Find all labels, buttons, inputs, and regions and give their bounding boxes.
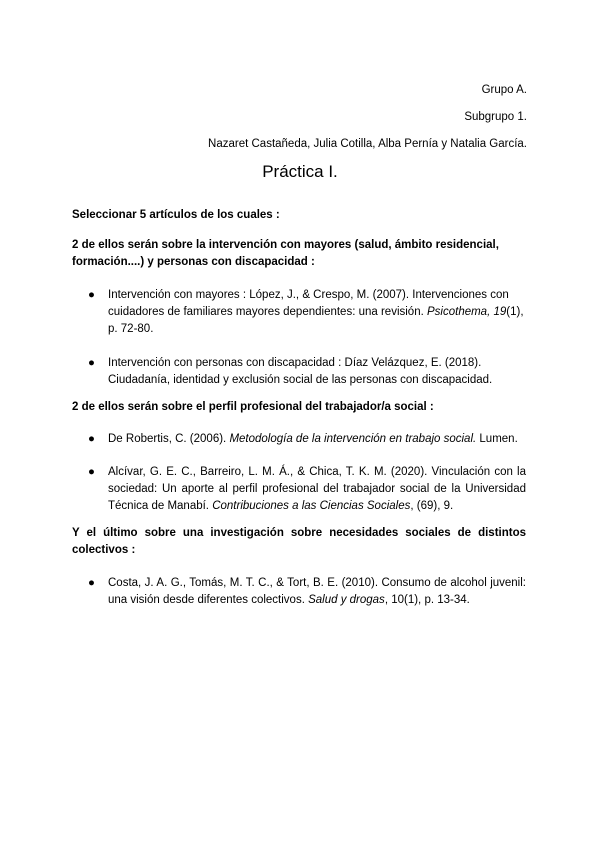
reference-text: , 10(1), p. 13-34. bbox=[384, 594, 470, 606]
reference-text: Lumen. bbox=[476, 433, 518, 445]
section1-list bbox=[72, 287, 526, 389]
reference-text: Intervención con mayores : López, J., & Crespo, M. (2007). Intervenciones con cuidadores de familiares mayores dependientes: una revisión. bbox=[108, 289, 509, 318]
section3-list bbox=[72, 575, 526, 609]
document-body bbox=[72, 207, 526, 609]
page-title: Práctica I. bbox=[262, 162, 338, 181]
section2-list bbox=[72, 431, 526, 515]
reference-italic: Contribuciones a las Ciencias Sociales bbox=[212, 500, 411, 512]
list-item bbox=[72, 575, 526, 609]
section2-heading: 2 de ellos serán sobre el perfil profesional del trabajador/a social : bbox=[72, 401, 434, 413]
bullet-icon: ● bbox=[88, 289, 95, 301]
reference-italic: Metodología de la intervención en trabajo social. bbox=[229, 433, 477, 445]
reference-text: Costa, J. A. G., Tomás, M. T. C., & Tort, B. E. (2010). Consumo de alcohol juvenil: una visión desde diferentes colectivos. bbox=[108, 577, 526, 606]
intro-heading: Seleccionar 5 artículos de los cuales : bbox=[72, 209, 280, 221]
section3-heading: Y el último sobre una investigación sobre necesidades sociales de distintos colectivos : bbox=[72, 527, 526, 556]
bullet-icon: ● bbox=[88, 433, 95, 445]
reference-text: Alcívar, G. E. C., Barreiro, L. M. Á., & Chica, T. K. M. (2020). Vinculación con la sociedad: Un aporte al perfil profesional del trabajador social de la Universidad Técnica de Manabí. bbox=[108, 466, 526, 512]
bullet-icon: ● bbox=[88, 577, 95, 589]
authors-line: Nazaret Castañeda, Julia Cotilla, Alba Pernía y Natalia García. bbox=[208, 138, 527, 150]
list-item bbox=[72, 431, 526, 448]
bullet-icon: ● bbox=[88, 357, 95, 369]
reference-text: De Robertis, C. (2006). bbox=[108, 433, 230, 445]
list-item bbox=[72, 287, 526, 338]
list-item bbox=[72, 464, 526, 515]
list-item bbox=[72, 355, 526, 389]
reference-text: (1), p. 72-80. bbox=[108, 306, 524, 335]
reference-text: , (69), 9. bbox=[410, 500, 454, 512]
group-label: Grupo A. bbox=[481, 84, 527, 96]
bullet-icon: ● bbox=[88, 466, 95, 478]
reference-italic: Salud y drogas bbox=[308, 594, 385, 606]
section1-heading: 2 de ellos serán sobre la intervención con mayores (salud, ámbito residencial, formación....) y personas con discapacidad : bbox=[72, 239, 499, 268]
reference-italic: Psicothema, 19 bbox=[427, 306, 507, 318]
reference-text: Intervención con personas con discapacidad : Díaz Velázquez, E. (2018). Ciudadanía, identidad y exclusión social de las personas con discapacidad. bbox=[108, 357, 493, 386]
subgroup-label: Subgrupo 1. bbox=[464, 111, 527, 123]
